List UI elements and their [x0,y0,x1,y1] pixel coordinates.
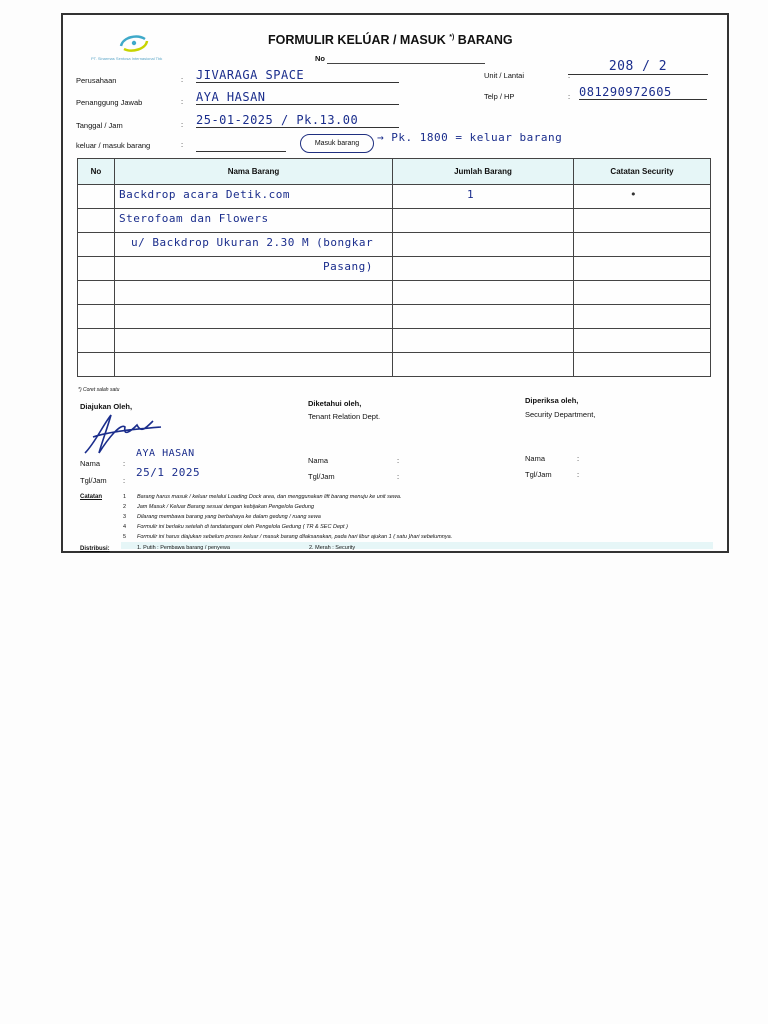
diketahui-tgl-label: Tgl/Jam [308,472,335,481]
cell-no [78,185,115,209]
distribusi-label: Distribusi: [80,546,110,552]
diperiksa-nama-label: Nama [525,454,546,463]
form-title-end: BARANG [457,33,513,47]
catatan-item: Dilarang membawa barang yang berbahaya ke dalam gedung / ruang sewa [137,514,321,520]
form-title-main: FORMULIR KELÚAR / MASUK [268,33,446,47]
cell-nama-barang [115,329,393,353]
diketahui-label: Diketahui oleh, [308,399,362,408]
footnote: *) Coret salah satu [78,387,120,393]
form-sheet [61,13,729,553]
table-row [78,257,711,281]
keluar-masuk-label: keluar / masuk barang [76,141,151,150]
cell-catatan-security [574,281,711,305]
catatan-number: 4 [123,524,127,530]
table-row [78,305,711,329]
telp-hp-value: 081290972605 [579,85,707,100]
colon: : [577,454,580,463]
header-jumlah-barang: Jumlah Barang [393,159,574,185]
diajukan-label: Diajukan Oleh, [80,402,133,411]
cell-no [78,353,115,377]
cell-nama-barang [115,305,393,329]
cell-catatan-security [574,329,711,353]
diperiksa-dept: Security Department, [525,410,596,419]
cell-catatan-security [574,257,711,281]
cell-jumlah-barang [393,185,574,209]
diajukan-tgl-value: 25/1 2025 [136,466,201,479]
form-title [268,33,513,47]
keluar-masuk-note: → Pk. 1800 = keluar barang [377,131,563,144]
unit-lantai-value: 208 / 2 [568,59,708,75]
masuk-barang-option: Masuk barang [300,134,374,153]
catatan-item: Jam Masuk / Keluar Barang sesuai dengan kebijakan Pengelola Gedung [137,504,315,510]
items-body [78,185,711,377]
diajukan-nama-value: AYA HASAN [136,448,195,459]
company-name: PT. Sinarmas Sentosa Internasional Tbk [91,56,163,61]
cell-no [78,209,115,233]
cell-catatan-security [574,233,711,257]
penanggung-jawab-value: AYA HASAN [196,90,399,105]
table-row [78,281,711,305]
colon: : [397,472,400,481]
catatan-item: Formulir ini harus diajukan sebelum proses keluar / masuk barang dilaksanakan, pada hari libur ajukan 1 ( satu )hari sebelumnya. [137,534,453,540]
colon: : [181,140,184,149]
header-no: No [78,159,115,185]
diajukan-nama-label: Nama [80,459,101,468]
diperiksa-tgl-label: Tgl/Jam [525,470,552,479]
form-title-mark: *) [449,33,455,41]
keluar-masuk-line [196,151,286,152]
cell-no [78,305,115,329]
cell-jumlah-barang [393,305,574,329]
cell-nama-barang-text: Sterofoam dan Flowers [119,212,269,225]
catatan-number: 5 [123,534,127,540]
diperiksa-label: Diperiksa oleh, [525,396,579,405]
colon: : [568,92,571,101]
colon: : [181,75,184,84]
colon: : [577,470,580,479]
cell-no [78,281,115,305]
cell-jumlah-barang [393,209,574,233]
catatan-number: 1 [123,494,127,500]
catatan-number: 3 [123,514,127,520]
no-label: No [315,54,325,63]
cell-nama-barang [115,209,393,233]
cell-nama-barang [115,185,393,209]
tanggal-jam-label: Tanggal / Jam [76,121,123,130]
colon: : [123,459,126,468]
cell-nama-barang-text: Pasang) [323,260,373,273]
table-row [78,353,711,377]
catatan-label: Catatan [80,494,103,500]
header-nama-barang: Nama Barang [115,159,393,185]
cell-nama-barang [115,257,393,281]
table-header-row [78,159,711,185]
colon: : [181,120,184,129]
cell-jumlah-barang [393,233,574,257]
perusahaan-label: Perusahaan [76,76,117,85]
table-row [78,233,711,257]
cell-no [78,329,115,353]
company-logo-icon [117,32,151,54]
diketahui-nama-label: Nama [308,456,329,465]
table-row [78,185,711,209]
diajukan-tgl-label: Tgl/Jam [80,476,107,485]
catatan-number: 2 [123,504,127,510]
cell-catatan-security [574,305,711,329]
cell-no [78,233,115,257]
cell-jumlah-barang [393,257,574,281]
cell-jumlah-barang [393,281,574,305]
cell-nama-barang-text: Backdrop acara Detik.com [119,188,290,201]
telp-hp-label: Telp / HP [484,92,515,101]
colon: : [568,71,571,80]
cell-catatan-security [574,209,711,233]
no-field-line [327,63,485,64]
table-row [78,329,711,353]
cell-nama-barang [115,353,393,377]
penanggung-jawab-label: Penanggung Jawab [76,98,143,107]
colon: : [123,476,126,485]
cell-jumlah-barang [393,329,574,353]
cell-nama-barang-text: u/ Backdrop Ukuran 2.30 M (bongkar [131,236,374,249]
diketahui-dept: Tenant Relation Dept. [308,412,381,421]
items-table [77,158,711,377]
cell-jumlah-barang [393,353,574,377]
colon: : [397,456,400,465]
unit-lantai-label: Unit / Lantai [484,71,525,80]
table-row [78,209,711,233]
catatan-item: Formulir ini berlaku setelah di tandatangani oleh Pengelola Gedung ( TR & SEC Dept ) [137,524,348,530]
header-catatan-security: Catatan Security [574,159,711,185]
distribusi-item-2: 2. Merah : Security [309,545,356,551]
catatan-item: Barang harus masuk / keluar melalui Loading Dock area, dan menggunakan lift barang menuju ke unit sewa. [137,494,402,500]
cell-catatan-security-text: • [630,188,638,201]
cell-nama-barang [115,281,393,305]
cell-no [78,257,115,281]
cell-catatan-security [574,353,711,377]
cell-jumlah-barang-text: 1 [467,188,475,201]
perusahaan-value: JIVARAGA SPACE [196,68,399,83]
tanggal-jam-value: 25-01-2025 / Pk.13.00 [196,113,399,128]
distribusi-item-1: 1. Putih : Pembawa barang / penyewa [137,545,230,551]
colon: : [181,97,184,106]
cell-nama-barang [115,233,393,257]
cell-catatan-security [574,185,711,209]
